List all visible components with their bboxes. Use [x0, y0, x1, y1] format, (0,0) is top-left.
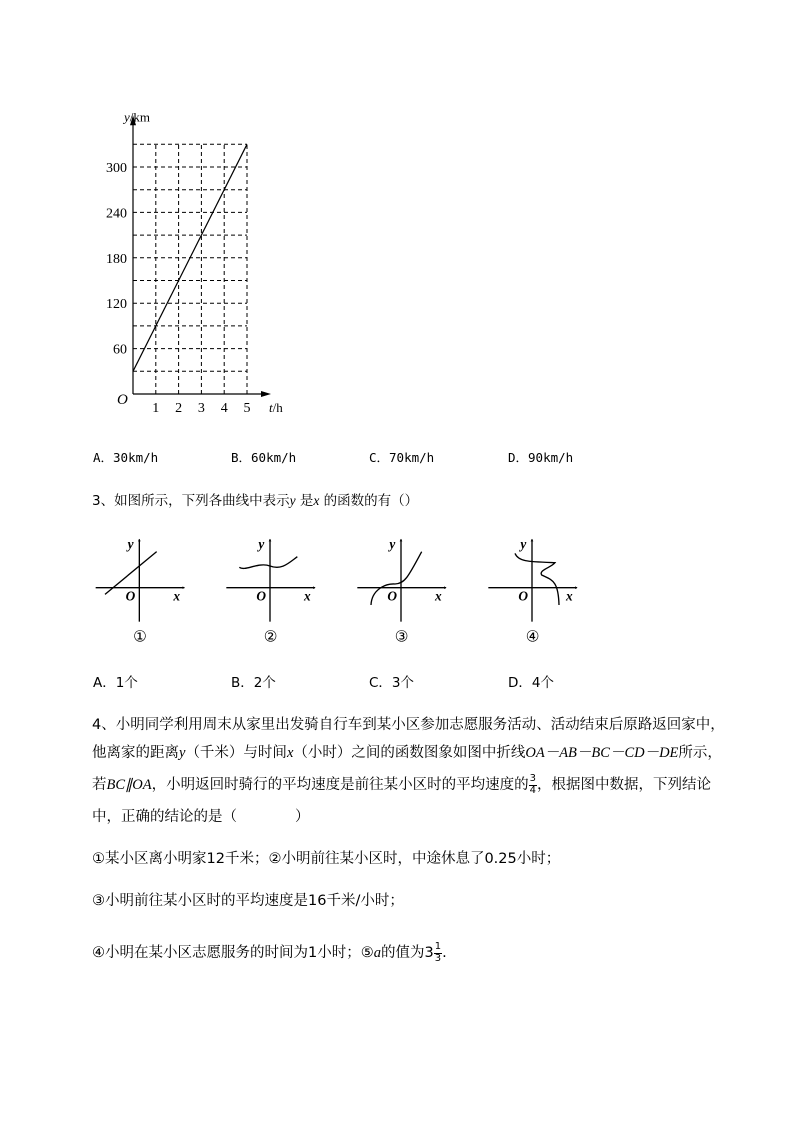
q3-option-b: B．2个: [231, 675, 276, 691]
curve-2: [239, 557, 297, 569]
origin-label: O: [387, 588, 397, 604]
graph-2: [226, 536, 315, 645]
q4-line-4: 中，正确的结论的是（ ）: [92, 809, 310, 825]
q2-option-a: A．30km/h: [93, 450, 159, 465]
y-axis-label: y: [258, 536, 265, 552]
q3-stem: 3、如图所示，下列各曲线中表示y 是x 的函数的有（）: [92, 493, 419, 509]
x-tick-label: 5: [243, 401, 251, 416]
graph-number-label: ④: [525, 627, 540, 646]
y-axis-label: y: [520, 536, 527, 552]
origin-label: O: [117, 392, 128, 408]
q4-statement-3: ③小明前往某小区时的平均速度是16千米/小时；: [92, 893, 404, 909]
q3-option-d: D．4个: [508, 675, 554, 691]
x-axis-label: [269, 400, 283, 415]
x-tick-label: 3: [197, 401, 205, 416]
y-tick-label: 60: [113, 342, 127, 358]
y-tick-label: 300: [106, 161, 127, 176]
y-axis-var: y: [124, 109, 130, 125]
q3-graphs: [85, 530, 585, 654]
graph-3: [357, 536, 446, 645]
q4-statement-4-5: ④小明在某小区志愿服务的时间为1小时；⑤a的值为3 $\frac{1}{3}$ .: [92, 941, 447, 964]
y-axis-label: y: [389, 536, 396, 552]
x-axis-label: x: [304, 588, 311, 604]
q3-option-c: C．3个: [369, 675, 415, 691]
q2-option-d: D．90km/h: [508, 450, 574, 465]
x-axis-var: t: [269, 400, 273, 415]
q4-line-2: 他离家的距离y（千米）与时间x（小时）之间的函数图象如图中折线OA－AB－BC－CD－DE所示，: [92, 745, 722, 761]
fraction-three-quarters: $\frac{3}{4}$: [529, 773, 536, 796]
fraction-one-third: $\frac{1}{3}$: [434, 941, 442, 964]
graph-number-label: ②: [263, 627, 278, 646]
x-tick-label: 2: [175, 401, 183, 416]
x-axis-unit: /h: [272, 400, 283, 415]
graph-1: [96, 536, 185, 645]
q4-line-3: 若BC∥OA，小明返回时骑行的平均速度是前往某小区时的平均速度的 $\frac{3}{4}$ ，根据图中数据，下列结论: [92, 773, 711, 796]
q4-statement-1-2: ①某小区离小明家12千米；②小明前往某小区时，中途休息了0.25小时；: [92, 851, 561, 867]
x-axis-arrow: [261, 391, 271, 397]
x-tick-label: 4: [220, 401, 228, 416]
y-axis-label: [122, 109, 150, 124]
q4-line-1: 4、小明同学利用周末从家里出发骑自行车到某小区参加志愿服务活动、活动结束后原路返回家中，: [92, 717, 725, 733]
q3-option-a: A．1个: [93, 675, 138, 691]
x-tick-label: 1: [152, 401, 160, 416]
y-tick-label: 180: [106, 251, 127, 267]
x-axis-label: x: [435, 588, 442, 604]
origin-label: O: [125, 588, 136, 604]
distance-time-chart: [0, 0, 794, 430]
y-tick-label: 240: [106, 206, 127, 222]
x-axis-label: x: [566, 588, 573, 604]
graph-4: [488, 536, 577, 645]
y-tick-label: 120: [106, 297, 127, 313]
q2-option-c: C．70km/h: [369, 450, 435, 465]
origin-label: O: [518, 588, 528, 604]
graph-number-label: ③: [394, 627, 409, 646]
graph-number-label: ①: [133, 627, 147, 646]
origin-label: O: [256, 588, 266, 604]
x-axis-label: x: [173, 588, 181, 604]
q2-option-b: B．60km/h: [231, 450, 297, 465]
y-axis-unit: /km: [129, 109, 151, 125]
y-axis-label: y: [127, 536, 134, 552]
